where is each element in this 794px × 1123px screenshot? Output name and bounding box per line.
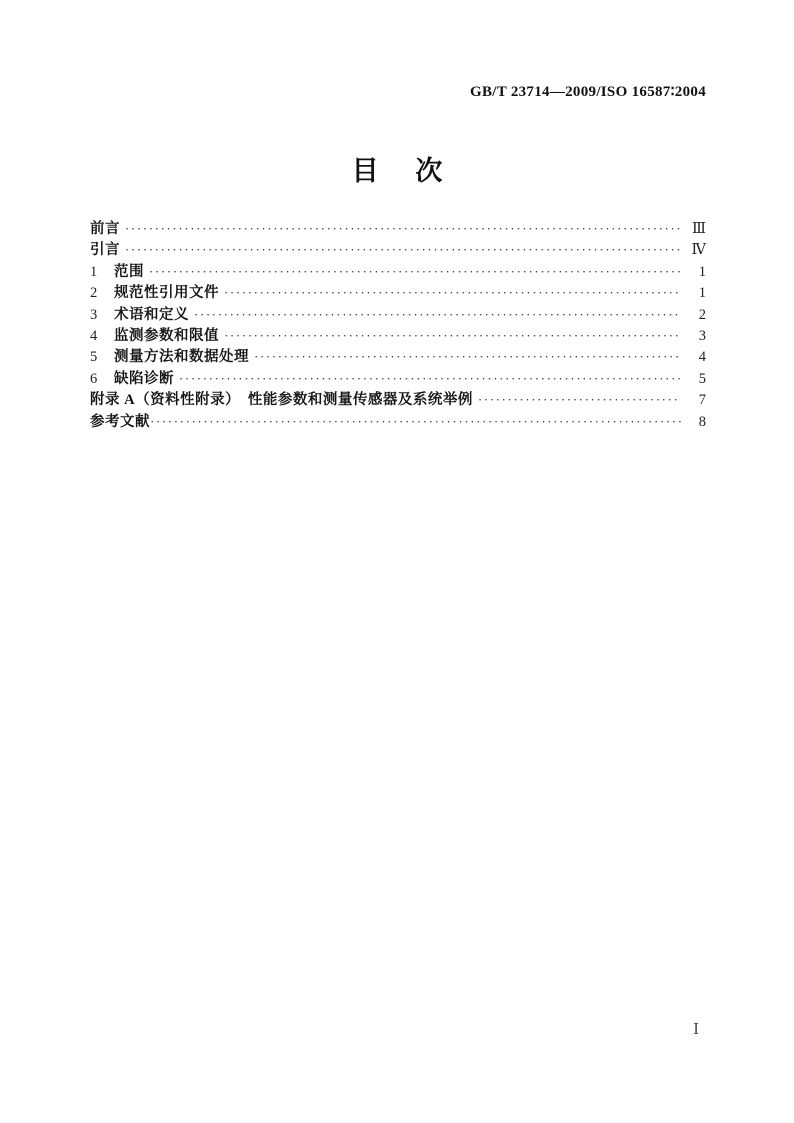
toc-entry-foreword: [90, 217, 706, 238]
toc-entry-page: 3: [698, 327, 706, 344]
dot-leader: [478, 392, 681, 408]
toc-entry-chapter-5: [90, 345, 706, 366]
toc-entry-references: [90, 410, 706, 431]
toc-entry-label: 参考文献: [90, 413, 150, 430]
dot-leader: [150, 414, 681, 430]
dot-leader: [224, 328, 681, 344]
toc-entry-number: 6: [90, 370, 98, 387]
toc-entry-label: 监测参数和限值: [114, 327, 219, 344]
toc-entry-label: 前言: [90, 221, 120, 237]
toc-entry-chapter-3: [90, 303, 706, 324]
page-title: 目 次: [351, 156, 443, 186]
toc-entry-label: 术语和定义: [114, 306, 189, 323]
toc-entry-page: 4: [698, 349, 706, 366]
toc-entry-label: 附录 A（资料性附录） 性能参数和测量传感器及系统举例: [90, 392, 473, 409]
toc-entry-number: 1: [90, 263, 98, 280]
dot-leader: [149, 264, 681, 280]
dot-leader: [224, 285, 681, 301]
dot-leader: [125, 242, 681, 258]
toc-entry-page: Ⅳ: [691, 242, 706, 259]
dot-leader: [194, 307, 681, 323]
toc-entry-page: 1: [698, 263, 706, 280]
toc-entry-chapter-4: [90, 324, 706, 345]
toc-entry-label: 规范性引用文件: [114, 285, 219, 302]
toc-entry-page: 7: [698, 392, 706, 409]
toc-entry-chapter-2: [90, 281, 706, 302]
dot-leader: [254, 349, 681, 365]
standard-code: GB/T 23714—2009/ISO 16587∶2004: [470, 84, 706, 100]
toc-entry-appendix-a: [90, 388, 706, 409]
page-number: Ⅰ: [693, 1022, 699, 1038]
toc-entry-page: 5: [698, 370, 706, 387]
toc-entry-label: 缺陷诊断: [114, 370, 174, 387]
toc-entry-label: 测量方法和数据处理: [114, 349, 249, 366]
dot-leader: [179, 371, 681, 387]
toc-entry-label: 范围: [114, 263, 144, 280]
table-of-contents: [90, 217, 706, 431]
dot-leader: [125, 221, 681, 237]
toc-entry-page: 2: [698, 306, 706, 323]
toc-entry-number: 5: [90, 349, 98, 366]
toc-entry-number: 4: [90, 327, 98, 344]
toc-entry-page: 1: [698, 285, 706, 302]
toc-entry-page: Ⅲ: [692, 221, 706, 237]
toc-entry-number: 2: [90, 285, 98, 302]
toc-entry-label: 引言: [90, 242, 120, 259]
toc-entry-page: 8: [698, 413, 706, 430]
toc-entry-introduction: [90, 238, 706, 259]
toc-entry-number: 3: [90, 306, 98, 323]
toc-entry-chapter-1: [90, 260, 706, 281]
toc-entry-chapter-6: [90, 367, 706, 388]
